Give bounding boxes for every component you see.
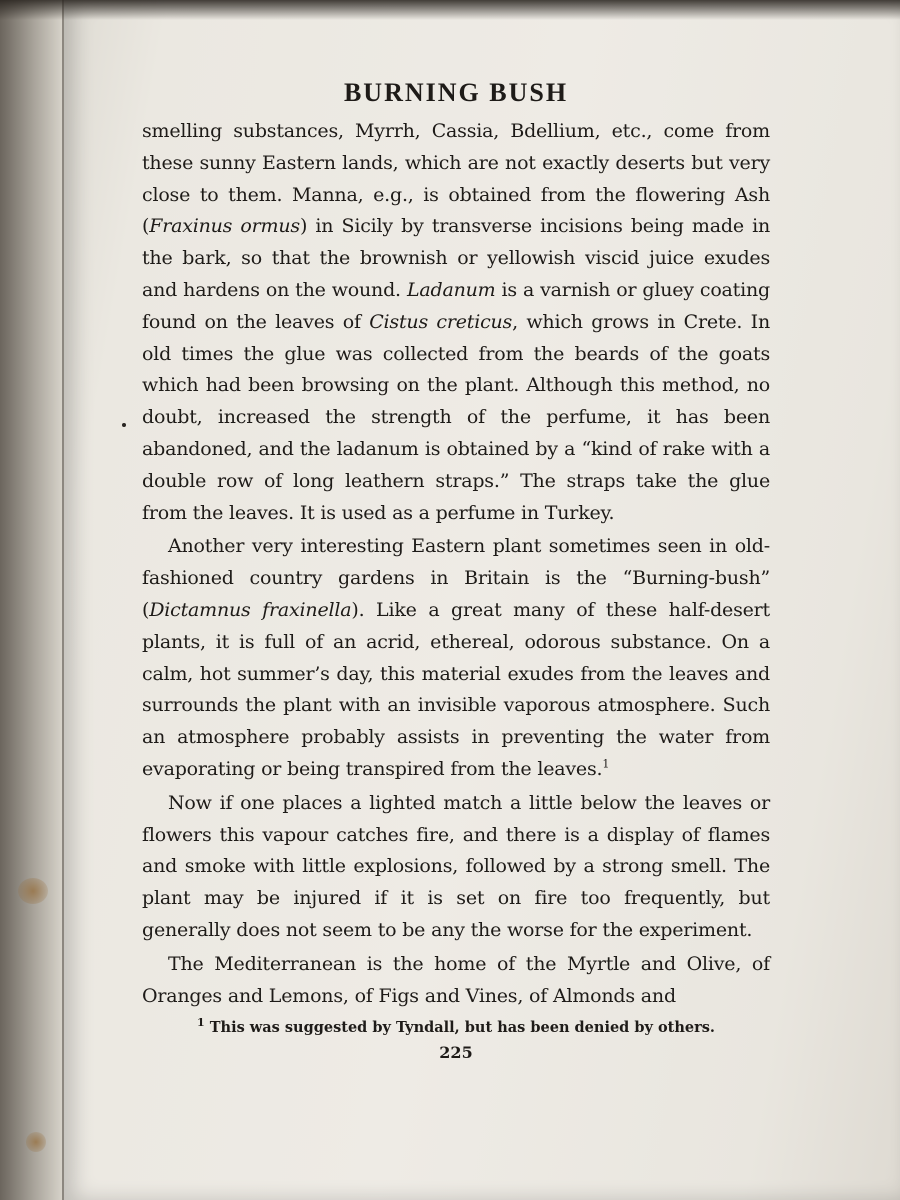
paragraph-3: Now if one places a lighted match a little below the leaves or flowers this vapour catches fire, and there is a display of flames and smoke with little explosions, followed by a strong smell. The plant may be injured if it is set on fire too frequently, but generally does not seem to be any the worse for the experiment.: [142, 791, 770, 941]
paper-stain: [18, 878, 48, 904]
text-run: Another very interesting Eastern plant sometimes seen in old-fashioned country gardens in Britain is the “Burning-bush” (: [142, 535, 770, 621]
paragraph-2: [142, 531, 770, 785]
page-number: 225: [439, 1043, 473, 1063]
text-run: , which grows in Crete. In old times the glue was collected from the beards of the goats which had been browsing on the plant. Although this method, no doubt, increased the strength of the perfume, it has been abandoned, and the ladanum is obtained by a “kind of rake with a double row of long leathern straps.” The straps take the glue from the leaves. It is used as a perfume in Turkey.: [142, 310, 770, 524]
italic-term: Ladanum: [406, 278, 496, 301]
page-content: [142, 76, 770, 1064]
text-run: ). Like a great many of these half-desert plants, it is full of an acrid, ethereal, odorous substance. On a calm, hot summer’s day, this material exudes from the leaves and surrounds the plant with an invisible vaporous atmosphere. Such an atmosphere probably assists in preventing the water from evaporating or being transpired from the leaves.: [142, 598, 770, 780]
footnote-reference: 1: [602, 757, 610, 771]
ink-speck: [122, 423, 126, 427]
paragraph-4: The Mediterranean is the home of the Myrtle and Olive, of Oranges and Lemons, of Figs and Vines, of Almonds and: [142, 952, 770, 1007]
page-heading: BURNING BUSH: [343, 78, 569, 107]
top-shadow: [0, 0, 900, 20]
footnote-mark: 1: [197, 1016, 205, 1030]
text-run: smelling substances, Myrrh, Cassia, Bdellium, etc., come from these sunny Eastern lands, which are not exactly deserts but very close to them. Manna, e.g., is obtained from the flowering Ash (: [142, 120, 770, 238]
italic-term: Cistus creticus: [369, 310, 513, 333]
italic-term: Fraxinus ormus: [149, 215, 300, 238]
text-run: ) in Sicily by transverse incisions being made in the bark, so that the brownish or yellowish viscid juice exudes and hardens on the wound.: [142, 215, 770, 301]
footnote-text: This was suggested by Tyndall, but has been denied by others.: [209, 1019, 715, 1037]
italic-term: Dictamnus fraxinella: [149, 598, 352, 621]
text-run: is a varnish or gluey coating found on the leaves of: [142, 278, 770, 333]
body-text: [142, 116, 770, 1012]
left-page-edge: [0, 0, 64, 1200]
paragraph-1: [142, 116, 770, 529]
paper-stain: [26, 1132, 46, 1152]
footnote: [142, 1016, 770, 1040]
